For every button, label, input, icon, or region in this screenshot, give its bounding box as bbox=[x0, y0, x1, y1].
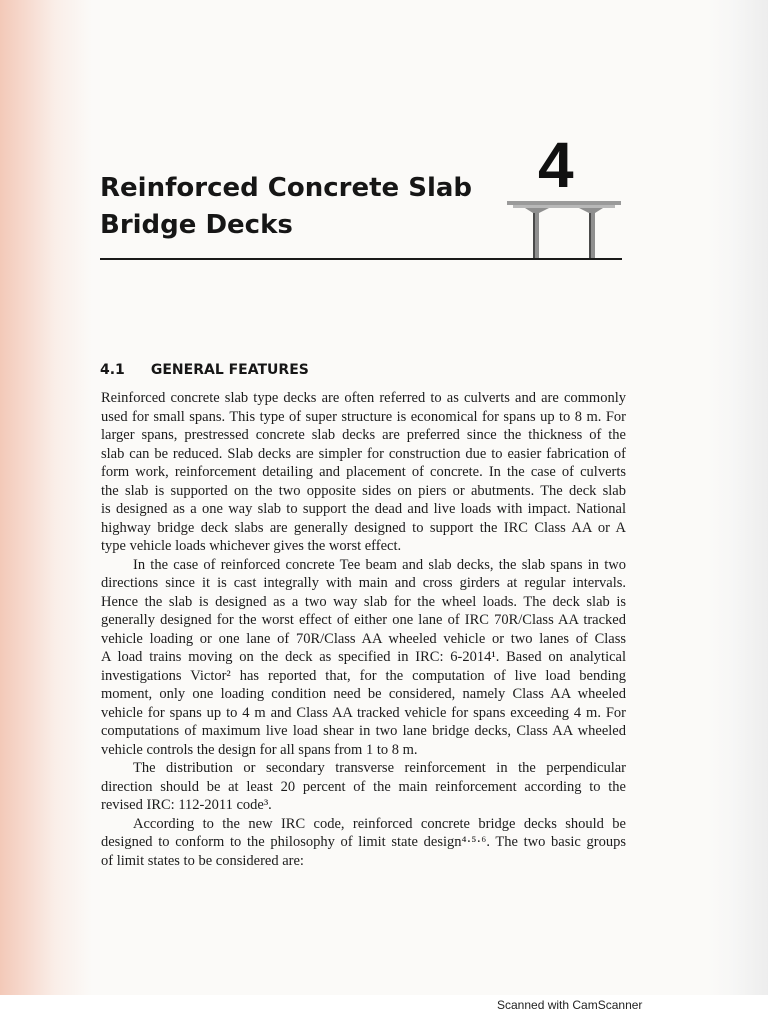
text-line: A load trains moving on the deck as specified in IRC: 6-2014¹. Based on analytical bbox=[101, 649, 626, 665]
paragraph bbox=[101, 759, 626, 815]
text-line: Hence the slab is designed as a two way slab for the wheel loads. The deck slab is bbox=[101, 593, 626, 610]
text-line: revised IRC: 112-2011 code³. bbox=[101, 797, 272, 813]
text-line: computations of maximum live load shear in two lane bridge decks, Class AA wheeled bbox=[101, 723, 626, 739]
text-line: vehicle for spans up to 4 m and Class AA tracked vehicle for spans exceeding 4 m. For bbox=[101, 704, 626, 721]
paragraph bbox=[101, 389, 626, 556]
text-line: In the case of reinforced concrete Tee beam and slab decks, the slab spans in two bbox=[133, 556, 626, 573]
section-heading bbox=[100, 362, 309, 378]
text-line: moment, only one loading condition need be considered, namely Class AA wheeled bbox=[101, 686, 626, 702]
text-line: form work, reinforcement detailing and placement of concrete. In the case of culverts bbox=[101, 464, 626, 480]
text-line: direction should be at least 20 percent of the main reinforcement according to the bbox=[101, 778, 626, 795]
text-line: vehicle loading or one lane of 70R/Class AA wheeled vehicle or two lanes of Class bbox=[101, 630, 626, 647]
chapter-title-line-1: Reinforced Concrete Slab bbox=[100, 173, 473, 203]
text-line: is designed as a one way slab to support the dead and live loads with impact. National bbox=[101, 501, 626, 517]
text-line: slab can be reduced. Slab decks are simpler for construction due to easier fabrication of bbox=[101, 445, 626, 462]
text-line: generally designed for the worst effect of either one lane of IRC 70R/Class AA tracked bbox=[101, 612, 626, 628]
text-line: vehicle controls the design for all spans from 1 to 8 m. bbox=[101, 741, 418, 758]
chapter-number: 4 bbox=[538, 129, 574, 201]
body-text bbox=[101, 389, 626, 870]
text-line: larger spans, prestressed concrete slab decks are preferred since the thickness of the bbox=[101, 427, 626, 443]
section-number: 4.1 bbox=[100, 362, 125, 378]
text-line: designed to conform to the philosophy of limit state design⁴·⁵·⁶. The two basic groups bbox=[101, 834, 626, 850]
text-line: used for small spans. This type of super structure is economical for spans up to 8 m. For bbox=[101, 408, 626, 425]
chapter-title bbox=[100, 170, 472, 244]
page-left-shadow bbox=[0, 0, 92, 1000]
text-line: highway bridge deck slabs are generally designed to support the IRC Class AA or A bbox=[101, 519, 626, 536]
text-line: investigations Victor² has reported that, for the computation of live load bending bbox=[101, 667, 626, 684]
text-line: According to the new IRC code, reinforced concrete bridge decks should be bbox=[133, 815, 626, 832]
paragraph bbox=[101, 815, 626, 871]
bridge-icon bbox=[505, 197, 623, 259]
chapter-divider-rule bbox=[100, 258, 622, 260]
chapter-title-line-2: Bridge Decks bbox=[100, 210, 293, 240]
text-line: directions since it is cast integrally with main and cross girders at regular intervals. bbox=[101, 575, 626, 591]
text-line: type vehicle loads whichever gives the worst effect. bbox=[101, 538, 402, 554]
scan-footer-band bbox=[0, 995, 768, 1024]
text-line: The distribution or secondary transverse reinforcement in the perpendicular bbox=[133, 760, 626, 776]
page-right-shadow bbox=[708, 0, 768, 1000]
text-line: Reinforced concrete slab type decks are often referred to as culverts and are commonly bbox=[101, 390, 626, 406]
text-line: the slab is supported on the two opposite sides on piers or abutments. The deck slab bbox=[101, 482, 626, 499]
section-title: GENERAL FEATURES bbox=[150, 362, 309, 378]
paragraph bbox=[101, 556, 626, 760]
text-line: of limit states to be considered are: bbox=[101, 852, 304, 869]
scanner-watermark: Scanned with CamScanner bbox=[497, 998, 643, 1012]
